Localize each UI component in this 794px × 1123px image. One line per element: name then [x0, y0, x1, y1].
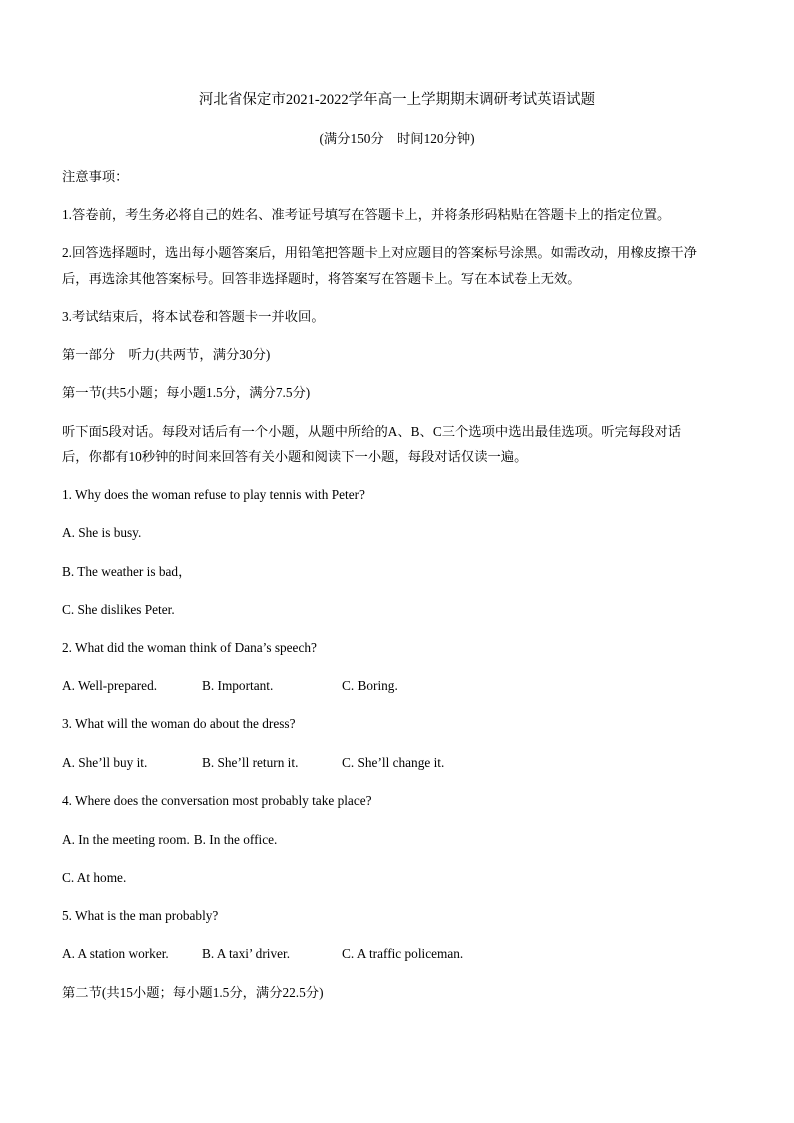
page-title: 河北省保定市2021-2022学年高一上学期期末调研考试英语试题	[198, 92, 596, 108]
question-5-options	[62, 944, 732, 964]
notice-item-2: 2.回答选择题时，选出每小题答案后，用铅笔把答题卡上对应题目的答案标号涂黑。如需改动，用橡皮擦干净	[62, 245, 697, 260]
part-heading: 第一部分 听力(共两节，满分30分)	[62, 347, 271, 362]
question-3-option-c: C. She’ll change it.	[342, 755, 445, 770]
question-4-options	[62, 830, 732, 850]
question-5-option-a: A. A station worker.	[62, 946, 169, 961]
page-subtitle: (满分150分 时间120分钟)	[319, 131, 475, 146]
question-3-option-a: A. She’ll buy it.	[62, 755, 148, 770]
question-3-option-b: B. She’ll return it.	[202, 755, 299, 770]
notice-heading: 注意事项：	[62, 169, 129, 184]
question-1-option-a: A. She is busy.	[62, 525, 142, 540]
instructions-line-1: 听下面5段对话。每段对话后有一个小题，从题中所给的A、B、C三个选项中选出最佳选项。听完每段对话	[62, 424, 682, 439]
question-4-option-b: B. In the office.	[193, 832, 278, 847]
question-2-option-c: C. Boring.	[342, 678, 398, 693]
question-1-option-c: C. She dislikes Peter.	[62, 602, 175, 617]
question-2: 2. What did the woman think of Dana’s speech?	[62, 640, 317, 655]
question-1-option-b: B. The weather is bad，	[62, 564, 192, 579]
question-1: 1. Why does the woman refuse to play tennis with Peter?	[62, 487, 365, 502]
question-5: 5. What is the man probably?	[62, 908, 219, 923]
question-3: 3. What will the woman do about the dress?	[62, 716, 296, 731]
question-4-option-a: A. In the meeting room.	[62, 832, 190, 847]
question-5-option-b: B. A taxi’ driver.	[202, 946, 291, 961]
section-heading-1: 第一节(共5小题；每小题1.5分，满分7.5分)	[62, 385, 311, 400]
question-2-option-a: A. Well-prepared.	[62, 678, 158, 693]
question-4-option-c: C. At home.	[62, 870, 127, 885]
question-2-options	[62, 676, 732, 696]
question-2-option-b: B. Important.	[202, 678, 274, 693]
notice-item-2-cont: 后，再选涂其他答案标号。回答非选择题时，将答案写在答题卡上。写在本试卷上无效。	[62, 271, 581, 286]
question-5-option-c: C. A traffic policeman.	[342, 946, 464, 961]
notice-item-3: 3.考试结束后，将本试卷和答题卡一并收回。	[62, 309, 325, 324]
question-3-options	[62, 753, 732, 773]
notice-item-1: 1.答卷前，考生务必将自己的姓名、准考证号填写在答题卡上，并将条形码粘贴在答题卡上的指定位置。	[62, 207, 671, 222]
question-4: 4. Where does the conversation most probably take place?	[62, 793, 372, 808]
section-heading-2: 第二节(共15小题；每小题1.5分，满分22.5分)	[62, 985, 324, 1000]
instructions-line-2: 后，你都有10秒钟的时间来回答有关小题和阅读下一小题，每段对话仅读一遍。	[62, 449, 528, 464]
